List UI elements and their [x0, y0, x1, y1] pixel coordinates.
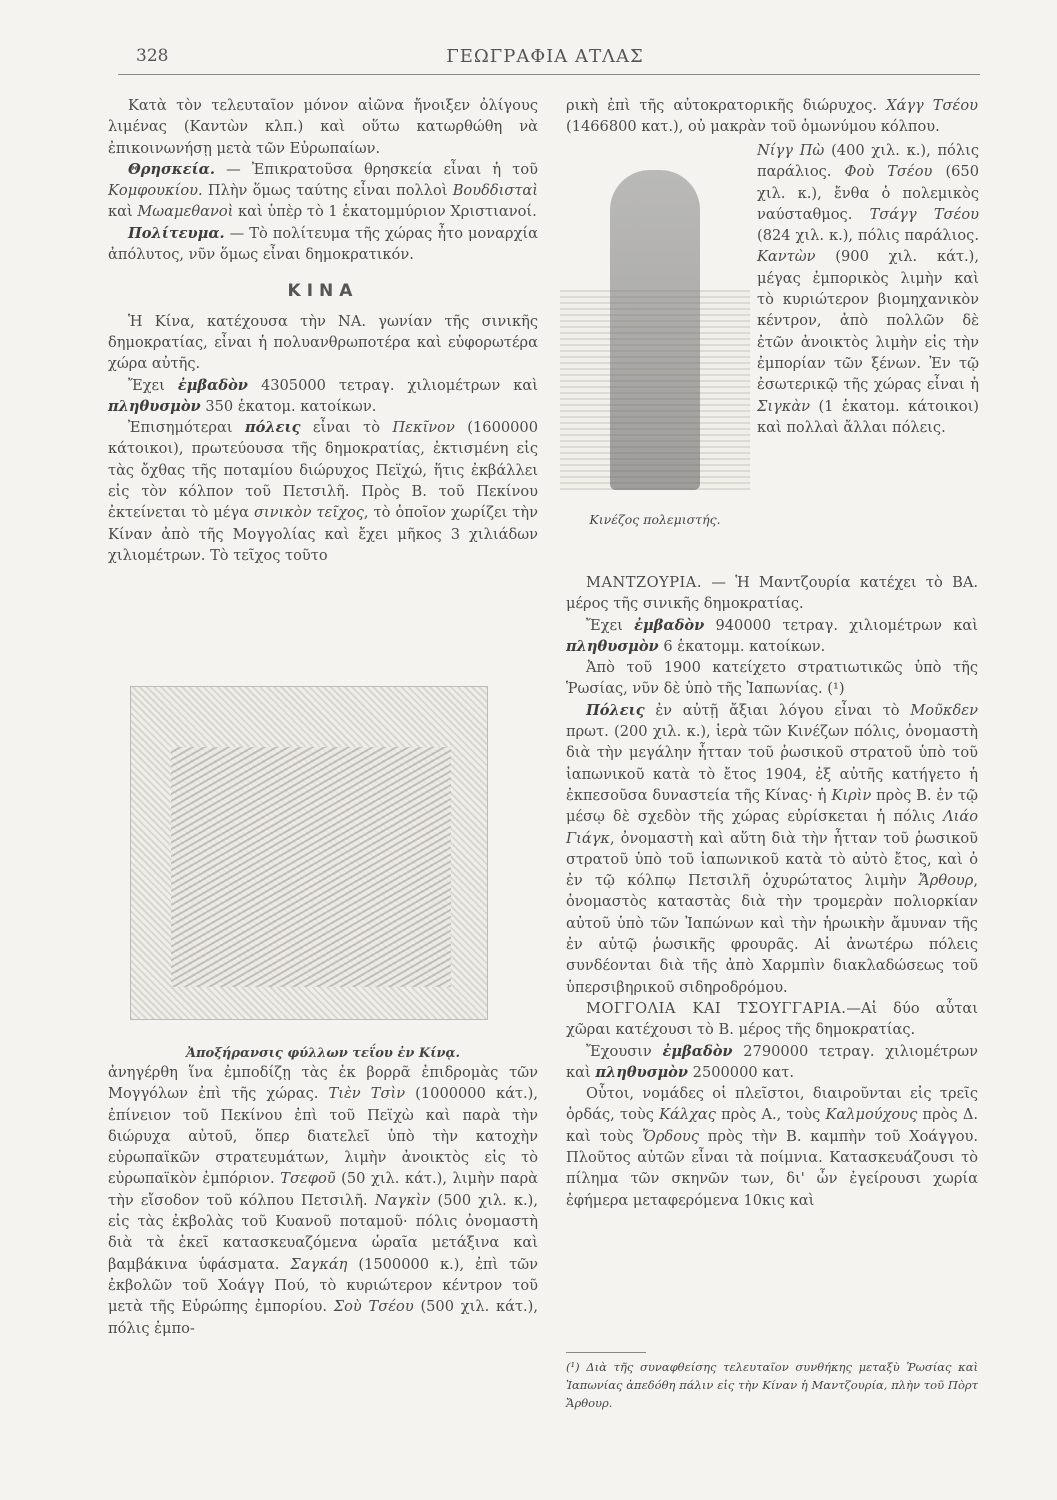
- section-heading: ΚΙΝΑ: [287, 281, 359, 302]
- paragraph-mongolia-area: Ἔχουσιν ἐμβαδὸν 2790000 τετραγ. χιλιομέτρων καὶ πληθυσμὸν 2500000 κατ.: [566, 1042, 978, 1081]
- paragraph-manchuria-cities: Πόλεις ἐν αὐτῇ ἄξιαι λόγου εἶναι τὸ Μοῦκδεν πρωτ. (200 χιλ. κ.), ἱερὰ τῶν Κινέζων πόλις, ὀνομαστὴ διὰ τὴν μεγάλην ἧτταν τοῦ ῥωσικοῦ στρατοῦ ὑπὸ τοῦ ἰαπωνικοῦ κατὰ τὸ ἔτος 1904, ἐξ αὐτῆς κατήγετο ἡ ἐκπεσοῦσα δυναστεία τῆς Κίνας· ἡ Κιρὶν πρὸς Β. ἐν τῷ μέσῳ δὲ σχεδὸν τῆς χώρας εὑρίσκεται ἡ πόλις Λιάο Γιάγκ, ὀνομαστὴ καὶ αὕτη διὰ τὴν ἧτταν τοῦ ῥωσικοῦ στρατοῦ ὑπὸ τοῦ ἰαπωνικοῦ κατὰ τὸ αὐτὸ ἔτος, καὶ ὁ ἐν τῷ κόλπῳ Πετσιλῆ ὀχυρώτατος λιμὴν Ἄρθουρ, ὀνομαστὸς καταστὰς διὰ τὴν τρομερὰν πολιορκίαν αὐτοῦ ὑπὸ τῶν Ἰαπώνων καὶ τὴν ἡρωικὴν ἄμυναν τῆς ἐν αὐτῷ ῥωσικῆς φρουρᾶς. Αἱ ἀνωτέρω πόλεις συνδέονται διὰ τῆς ἀπὸ Χαρμπὶν διακλαδώσεως τοῦ ὑπερσιβηρικοῦ σιδηροδρόμου.: [566, 701, 978, 996]
- header-rule: [118, 74, 980, 75]
- left-column-bottom: [108, 1062, 538, 1339]
- paragraph: Κατὰ τὸν τελευταῖον μόνον αἰῶνα ἤνοιξεν ὀλίγους λιμένας (Καντὼν κλπ.) καὶ οὕτω κατωρθώθη νὰ ἐπικοινωνήσῃ μετὰ τῶν Εὐρωπαίων.: [108, 97, 538, 157]
- page-header: [110, 46, 980, 76]
- paragraph-area: Ἔχει ἐμβαδὸν 4305000 τετραγ. χιλιομέτρων καὶ πληθυσμὸν 350 ἑκατομ. κατοίκων.: [108, 376, 538, 415]
- paragraph-government: Πολίτευμα. — Τὸ πολίτευμα τῆς χώρας ἦτο μοναρχία ἀπόλυτος, νῦν ὅμως εἶναι δημοκρατικόν.: [108, 224, 538, 264]
- paragraph-cities: Ἐπισημότεραι πόλεις εἶναι τὸ Πεκῖνον (1600000 κάτοικοι), πρωτεύουσα τῆς δημοκρατίας, ἐκτισμένη εἰς τὰς ὄχθας τῆς ποταμίου διώρυχος Πεϊχώ, ἥτις ἐκβάλλει εἰς τὸν κόλπον τοῦ Πετσιλῆ. Πρὸς Β. τοῦ Πεκίνου ἐκτείνεται τὸ μέγα σινικὸν τεῖχος, τὸ ὁποῖον χωρίζει τὴν Κίναν ἀπὸ τῆς Μογγολίας καὶ ἔχει μῆκος 3 χιλιάδων χιλιομέτρων. Τὸ τεῖχος τοῦτο: [108, 419, 538, 564]
- right-column: [566, 572, 978, 1211]
- right-narrow-text: [757, 140, 979, 438]
- engraving-figures: [171, 747, 451, 987]
- paragraph-religion: Θρησκεία. — Ἐπικρατοῦσα θρησκεία εἶναι ἡ τοῦ Κομφουκίου. Πλὴν ὅμως ταύτης εἶναι πολλοὶ Βουδδισταὶ καὶ Μωαμεθανοὶ καὶ ὑπὲρ τὸ 1 ἑκατομμύριον Χριστιανοί.: [108, 160, 538, 221]
- right-column-top: [566, 95, 978, 138]
- paragraph-manchuria: ΜΑΝΤΖΟΥΡΙΑ. — Ἡ Μαντζουρία κατέχει τὸ ΒΑ. μέρος τῆς σινικῆς δημοκρατίας.: [566, 574, 978, 613]
- left-column-top: [108, 95, 538, 566]
- figure-caption: Ἀποξήρανσις φύλλων τεΐου ἐν Κίνᾳ.: [185, 1046, 461, 1061]
- paragraph-mongolia: ΜΟΓΓΟΛΙΑ ΚΑΙ ΤΣΟΥΓΓΑΡΙΑ.—Αἱ δύο αὗται χῶραι κατέχουσι τὸ Β. μέρος τῆς δημοκρατίας.: [566, 999, 978, 1039]
- chinese-warrior-illustration: [560, 150, 750, 500]
- running-title: ΓΕΩΓΡΑΦΙΑ ΑΤΛΑΣ: [446, 46, 644, 67]
- paragraph-cities-south: Νίγγ Πὼ (400 χιλ. κ.), πόλις παράλιος. Φοὺ Τσέου (650 χιλ. κ.), ἔνθα ὁ πολεμικὸς ναύσταθμος. Τσάγγ Τσέου (824 χιλ. κ.), πόλις παράλιος. Καντὼν (900 χιλ. κάτ.), μέγας ἐμπορικὸς λιμὴν καὶ τὸ κυριώτερον βιομηχανικὸν κέντρον, ἀπὸ πολλῶν δὲ ἐτῶν ἀνοικτὸς λιμὴν εἰς τὴν ἐμπορίαν τῶν ξένων. Ἐν τῷ ἐσωτερικῷ τῆς χώρας εἶναι ἡ Σιγκὰν (1 ἑκατομ. κάτοικοι) καὶ πολλαὶ ἄλλαι πόλεις.: [757, 142, 979, 436]
- warrior-figure: [610, 170, 700, 490]
- paragraph: Ἀπὸ τοῦ 1900 κατείχετο στρατιωτικῶς ὑπὸ τῆς Ῥωσίας, νῦν δὲ ὑπὸ τῆς Ἰαπωνίας. (¹): [566, 659, 978, 698]
- footnote: (¹) Διὰ τῆς συναφθείσης τελευταῖον συνθήκης μεταξὺ Ῥωσίας καὶ Ἰαπωνίας ἀπεδόθη πάλιν εἰς τὴν Κίναν ἡ Μαντζουρία, πλὴν τοῦ Πὸρτ Ἄρθουρ.: [566, 1360, 978, 1410]
- footnote-rule: [566, 1352, 646, 1353]
- paragraph-manchuria-area: Ἔχει ἐμβαδὸν 940000 τετραγ. χιλιομέτρων καὶ πληθυσμὸν 6 ἑκατομμ. κατοίκων.: [566, 616, 979, 655]
- paragraph-mongolia-peoples: Οὗτοι, νομάδες οἱ πλεῖστοι, διαιροῦνται εἰς τρεῖς ὀρδάς, τοὺς Κάλχας πρὸς Α., τοὺς Καλμούχους πρὸς Δ. καὶ τοὺς Ὄρδους πρὸς τὴν Β. καμπὴν τοῦ Χοάγγου. Πλοῦτος αὐτῶν εἶναι τὰ ποίμνια. Κατασκευάζουσι τὸ πίλημα τῶν σκηνῶν των, δι' ὧν ἐγείρουσι χωρία ἐφήμερα μεταφερόμενα 10κις καὶ: [566, 1085, 979, 1209]
- page-number: 328: [136, 46, 169, 66]
- paragraph-continued: ρικὴ ἐπὶ τῆς αὐτοκρατορικῆς διώρυχος. Χάγγ Τσέου (1466800 κατ.), οὐ μακρὰν τοῦ ὁμωνύμου κόλπου.: [566, 97, 978, 136]
- figure-caption: Κινέζος πολεμιστής.: [589, 512, 721, 527]
- tea-drying-illustration: [130, 686, 488, 1020]
- paragraph: Ἡ Κίνα, κατέχουσα τὴν ΝΑ. γωνίαν τῆς σινικῆς δημοκρατίας, εἶναι ἡ πολυανθρωποτέρα καὶ εὐφορωτέρα χώρα αὐτῆς.: [108, 312, 538, 373]
- paragraph-cities-continued: ἀνηγέρθη ἵνα ἐμποδίζῃ τὰς ἐκ βορρᾶ ἐπιδρομὰς τῶν Μογγόλων ἐπὶ τῆς χώρας. Τιὲν Τσὶν (1000000 κάτ.), ἐπίνειον τοῦ Πεκίνου ἐπὶ τοῦ Πεϊχὼ καὶ παρὰ τὴν διώρυχα αὐτοῦ, ὅπερ διατελεῖ ὑπὸ τὴν κατοχὴν εὐρωπαϊκῶν στρατευμάτων, λιμὴν ἀνοικτὸς εἰς τὸ εὐρωπαϊκὸν ἐμπόριον. Τσεφοῦ (50 χιλ. κάτ.), λιμὴν παρὰ τὴν εἴσοδον τοῦ κόλπου Πετσιλῆ. Ναγκὶν (500 χιλ. κ.), εἰς τὰς ἐκβολὰς τοῦ Κυανοῦ ποταμοῦ· πόλις ὀνομαστὴ διὰ τὰ ἐκεῖ κατασκευαζόμενα ὡραῖα μετάξινα καὶ βαμβάκινα ὑφάσματα. Σαγκάη (1500000 κ.), ἐπὶ τῶν ἐκβολῶν τοῦ Χοάγγ Πού, τὸ κυριώτερον κέντρον τοῦ μετὰ τῆς Εὐρώπης ἐμπορίου. Σοὺ Τσέου (500 χιλ. κάτ.), πόλις ἐμπο-: [108, 1064, 539, 1337]
